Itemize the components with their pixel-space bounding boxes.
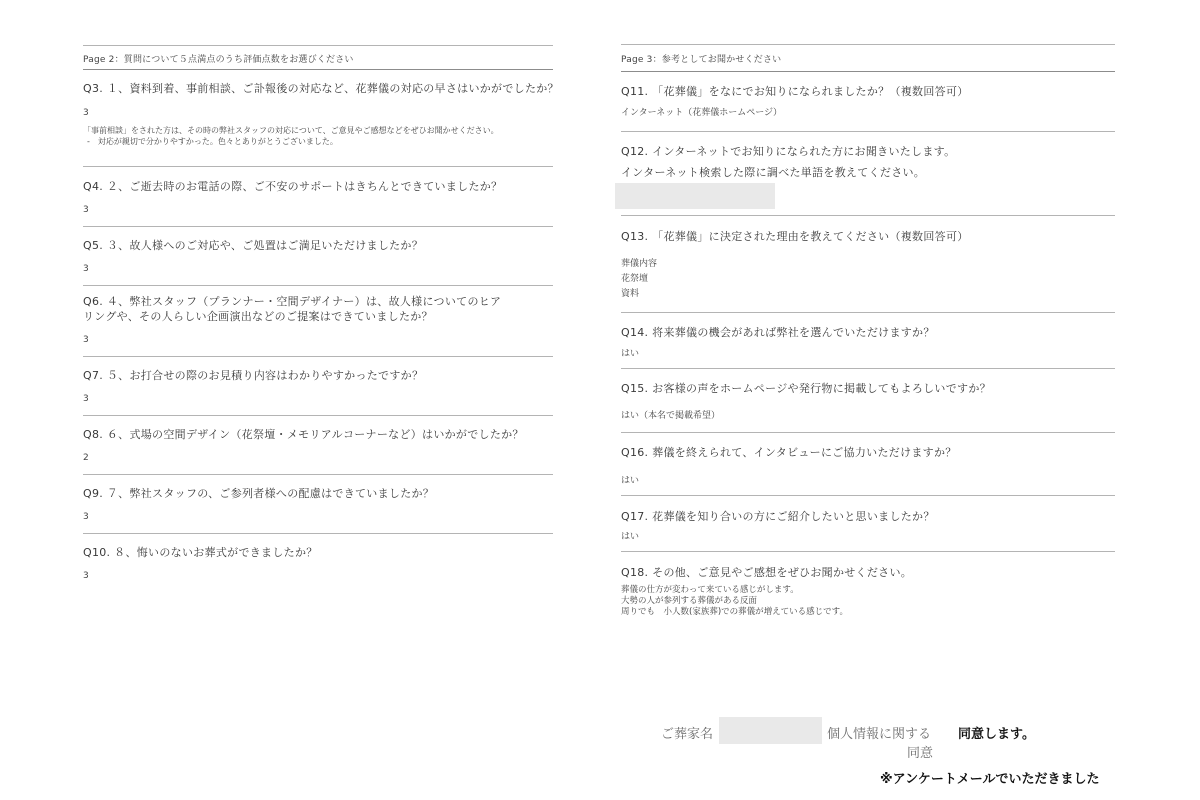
q3-comment: - 対応が親切で分かりやすかった。色々とありがとうございました。	[87, 137, 338, 146]
answer-q18-3: 周りでも 小人数(家族葬)での葬儀が増えている感じです。	[621, 607, 848, 617]
answer-q15: はい（本名で掲載希望）	[621, 411, 721, 421]
question-q5: Q5. ３、故人様へのご対応や、ご処置はご満足いただけましたか？	[83, 239, 424, 252]
answer-q9: 3	[83, 512, 89, 522]
answer-q4: 3	[83, 205, 89, 215]
answer-q18-2: 大勢の人が参列する葬儀がある反面	[621, 596, 758, 606]
answer-q14: はい	[621, 349, 640, 359]
divider	[83, 474, 553, 475]
question-q10: Q10. ８、悔いのないお葬式ができましたか？	[83, 546, 318, 559]
divider	[621, 368, 1115, 369]
answer-q3: 3	[83, 108, 89, 118]
question-q4: Q4. ２、ご逝去時のお電話の際、ご不安のサポートはきちんとできていましたか？	[83, 180, 503, 193]
survey-source-note: ※アンケートメールでいただきました	[880, 772, 1100, 787]
answer-q13-3: 資料	[621, 289, 640, 299]
question-q15: Q15. お客様の声をホームページや発行物に掲載してもよろしいですか？	[621, 382, 991, 395]
privacy-consent-label: 個人情報に関する	[827, 727, 932, 742]
divider	[83, 415, 553, 416]
question-q8: Q8. ６、式場の空間デザイン（花祭壇・メモリアルコーナーなど）はいかがでしたか？	[83, 428, 524, 441]
question-q12: Q12. インターネットでお知りになられた方にお聞きいたします。	[621, 145, 956, 158]
question-q12-sub: インターネット検索した際に調べた単語を教えてください。	[621, 166, 926, 179]
answer-q10: 3	[83, 571, 89, 581]
question-q17: Q17. 花葬儀を知り合いの方にご紹介したいと思いましたか？	[621, 510, 935, 523]
answer-q17: はい	[621, 532, 640, 542]
page-2-header: Page 2：質問について５点満点のうち評価点数をお選びください	[83, 55, 354, 65]
answer-q18-1: 葬儀の仕方が変わって来ている感じがします。	[621, 585, 799, 595]
page-3-header: Page 3：参考としてお聞かせください	[621, 55, 782, 65]
answer-q5: 3	[83, 264, 89, 274]
divider	[621, 44, 1115, 45]
answer-q7: 3	[83, 394, 89, 404]
divider	[621, 495, 1115, 496]
redacted-answer-q12	[615, 183, 775, 209]
divider	[83, 226, 553, 227]
family-name-label: ご葬家名	[661, 727, 714, 742]
divider	[621, 215, 1115, 216]
answer-q13-1: 葬儀内容	[621, 259, 658, 269]
answer-q11: インターネット（花葬儀ホームページ）	[621, 108, 783, 118]
divider	[83, 69, 553, 70]
q3-note: 「事前相談」をされた方は、その時の弊社スタッフの対応について、ご意見やご感想などをぜひお聞かせください。	[83, 126, 499, 135]
question-q6: Q6. ４、弊社スタッフ（プランナー・空間デザイナー）は、故人様についてのヒアリングや、その人らしい企画演出などのご提案はできていましたか？	[83, 295, 502, 323]
question-q11: Q11. 「花葬儀」をなにでお知りになられましたか？（複数回答可）	[621, 85, 969, 98]
divider	[621, 71, 1115, 72]
answer-q13-2: 花祭壇	[621, 274, 649, 284]
question-q9: Q9. ７、弊社スタッフの、ご参列者様への配慮はできていましたか？	[83, 487, 435, 500]
question-q3: Q3. １、資料到着、事前相談、ご訃報後の対応など、花葬儀の対応の早さはいかがでしたか？	[83, 82, 559, 95]
divider	[83, 45, 553, 46]
privacy-consent-label-2: 同意	[907, 746, 934, 761]
question-q18: Q18. その他、ご意見やご感想をぜひお聞かせください。	[621, 566, 913, 579]
redacted-family-name	[719, 717, 822, 744]
answer-q8: 2	[83, 453, 89, 463]
divider	[83, 166, 553, 167]
answer-q16: はい	[621, 476, 640, 486]
divider	[83, 533, 553, 534]
question-q16: Q16. 葬儀を終えられて、インタビューにご協力いただけますか？	[621, 446, 957, 459]
question-q7: Q7. ５、お打合せの際のお見積り内容はわかりやすかったですか？	[83, 369, 424, 382]
divider	[621, 551, 1115, 552]
divider	[83, 285, 553, 286]
divider	[83, 356, 553, 357]
divider	[621, 131, 1115, 132]
answer-q6: 3	[83, 335, 89, 345]
privacy-consent-value: 同意します。	[958, 727, 1035, 742]
question-q13: Q13. 「花葬儀」に決定された理由を教えてください（複数回答可）	[621, 230, 969, 243]
question-q14: Q14. 将来葬儀の機会があれば弊社を選んでいただけますか？	[621, 326, 935, 339]
divider	[621, 312, 1115, 313]
divider	[621, 432, 1115, 433]
